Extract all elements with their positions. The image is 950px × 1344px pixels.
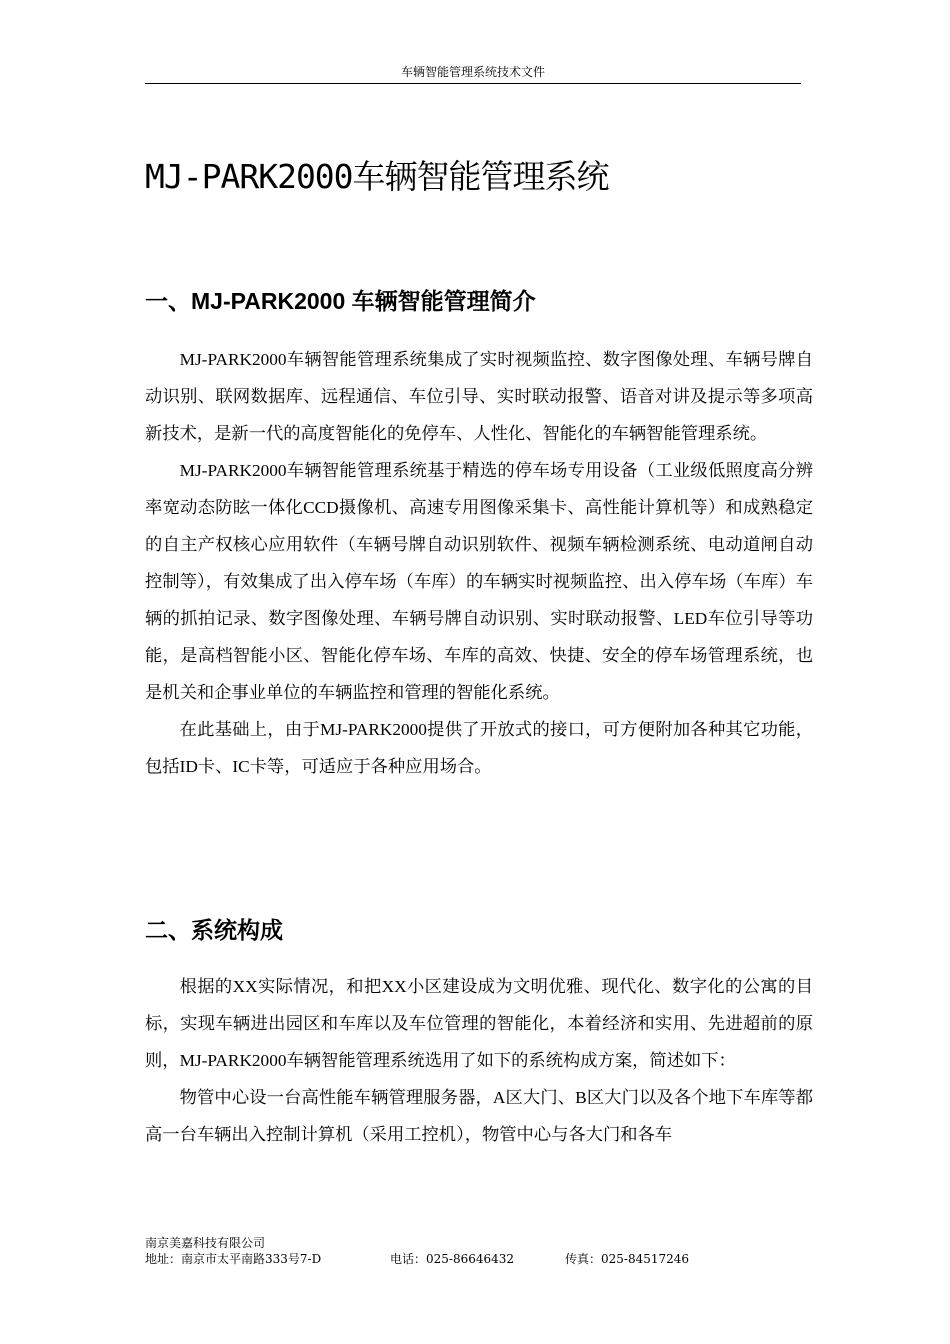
- paragraph: 根据的XX实际情况，和把XX小区建设成为文明优雅、现代化、数字化的公寓的目标，实现车辆进出园区和车库以及车位管理的智能化，本着经济和实用、先进超前的原则，MJ-PARK2000车辆智能管理系统选用了如下的系统构成方案，简述如下：: [145, 977, 813, 1070]
- footer-company: 南京美嘉科技有限公司: [145, 1236, 266, 1250]
- paragraph: 在此基础上，由于MJ-PARK2000提供了开放式的接口，可方便附加各种其它功能，包括ID卡、IC卡等，可适应于各种应用场合。: [145, 720, 813, 776]
- footer-address: 地址：南京市太平南路333号7-D: [145, 1252, 322, 1266]
- document-title: MJ-PARK2000车辆智能管理系统: [145, 157, 609, 196]
- footer-phone: 电话：025-86646432: [390, 1252, 515, 1266]
- footer-contact-line: [145, 1251, 805, 1267]
- section-body-system-composition: [145, 968, 813, 1153]
- section-heading-system-composition: 二、系统构成: [145, 917, 283, 943]
- header-divider: [145, 83, 801, 84]
- paragraph: MJ-PARK2000车辆智能管理系统基于精选的停车场专用设备（工业级低照度高分辨率宽动态防眩一体化CCD摄像机、高速专用图像采集卡、高性能计算机等）和成熟稳定的自主产权核心应用软件（车辆号牌自动识别软件、视频车辆检测系统、电动道闸自动控制等），有效集成了出入停车场（车库）的车辆实时视频监控、出入停车场（车库）车辆的抓拍记录、数字图像处理、车辆号牌自动识别、实时联动报警、LED车位引导等功能，是高档智能小区、智能化停车场、车库的高效、快捷、安全的停车场管理系统，也是机关和企事业单位的车辆监控和管理的智能化系统。: [145, 461, 813, 702]
- footer-fax: 传真：025-84517246: [565, 1252, 690, 1266]
- paragraph: MJ-PARK2000车辆智能管理系统集成了实时视频监控、数字图像处理、车辆号牌自动识别、联网数据库、远程通信、车位引导、实时联动报警、语音对讲及提示等多项高新技术，是新一代的高度智能化的免停车、人性化、智能化的车辆智能管理系统。: [145, 350, 813, 443]
- page-footer: [145, 1235, 805, 1267]
- paragraph: 物管中心设一台高性能车辆管理服务器，A区大门、B区大门以及各个地下车库等都高一台车辆出入控制计算机（采用工控机），物管中心与各大门和各车: [145, 1088, 813, 1144]
- section-heading-introduction: 一、MJ-PARK2000 车辆智能管理简介: [145, 288, 536, 314]
- page-header: 车辆智能管理系统技术文件: [400, 65, 545, 79]
- section-body-introduction: [145, 341, 813, 785]
